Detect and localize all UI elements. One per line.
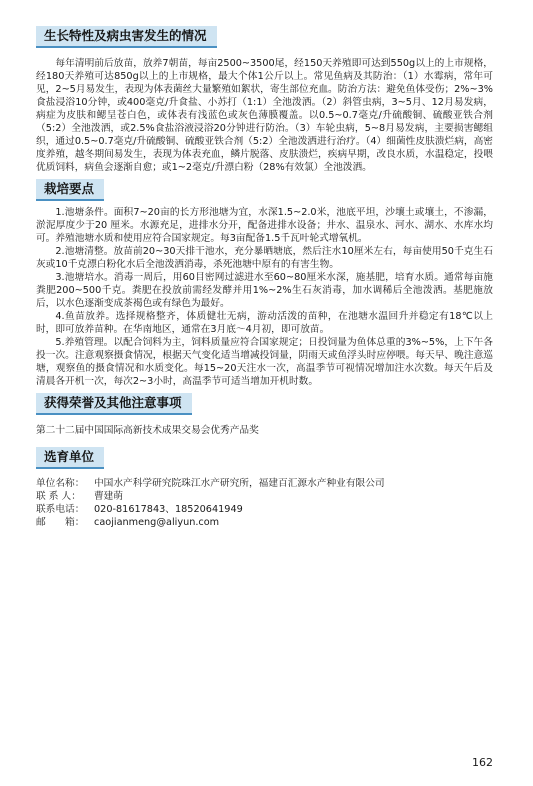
paragraph: 4.鱼苗放养。选择规格整齐，体质健壮无病，游动活泼的苗种，在池塘水温回升并稳定有18℃以上时，即可放养苗种。在华南地区，通常在3月底～4月初，即可放苗。	[36, 311, 493, 335]
paragraph: 1.池塘条件。面积7~20亩的长方形池塘为宜，水深1.5~2.0米，池底平坦，沙壤土或壤土，不渗漏，淤泥厚度少于20 厘米。水源充足，进排水分开，配备进排水设备；井水、温泉水、河水、湖水、水库水均可。养殖池塘水质和使用应符合国家规定。每3亩配备1.5千瓦叶轮式增氧机。	[36, 207, 493, 244]
unit-row-contact	[36, 490, 493, 503]
unit-label: 联 系 人：	[36, 491, 81, 502]
unit-info	[36, 477, 493, 529]
unit-value: 020-81617843、18520641949	[94, 504, 243, 515]
page-number: 162	[472, 756, 493, 769]
paragraph: 2.池塘清整。放苗前20~30天排干池水，充分暴晒塘底，然后注水10厘米左右，每亩使用50千克生石灰或10千克漂白粉化水后全池泼洒消毒，杀死池塘中原有的有害生物。	[36, 246, 493, 270]
section-body-cultivation	[36, 206, 493, 388]
unit-value: caojianmeng@aliyun.com	[94, 517, 220, 528]
section-title-honors: 获得荣誉及其他注意事项	[36, 393, 192, 415]
section-body-characteristics	[36, 57, 493, 174]
unit-value: 曹建萌	[94, 491, 124, 502]
honor-text: 第二十二届中国国际高新技术成果交易会优秀产品奖	[36, 425, 259, 436]
section-body-honors	[36, 424, 493, 437]
unit-row-name	[36, 477, 493, 490]
section-title-characteristics: 生长特性及病虫害发生的情况	[36, 26, 217, 48]
paragraph: 每年清明前后放苗，放养7朝苗，每亩2500~3500尾，经150天养殖即可达到550g以上的上市规格，经180天养殖可达850g以上的上市规格，最大个体1公斤以上。常见鱼病及其防治：（1）水霉病，常年可见，2~5月易发生，表现为体表菌丝大量繁殖如絮状，寄生部位充血。防治方法：避免鱼体受伤；2%~3%食盐浸浴10分钟，或400毫克/升食盐、小苏打（1:1）全池泼洒。（2）斜管虫病，3~5月、12月易发病，病症为皮肤和鳃呈苍白色，或体表有浅蓝色或灰色薄膜覆盖。以0.5~0.7毫克/升硫酸铜、硫酸亚铁合剂（5:2）全池泼洒，或2.5%食盐浴液浸浴20分钟进行防治。（3）车轮虫病，5~8月易发病，主要损害鳃组织，通过0.5~0.7毫克/升硫酸铜、硫酸亚铁合剂（5:2）全池泼洒进行治疗。（4）细菌性皮肤溃烂病，高密度养殖，越冬期间易发生，表现为体表充血，鳞片脱落、皮肤溃烂，疾病早期，改良水质，水温稳定，投喂优质饲料，病鱼会逐渐自愈；或1~2毫克/升漂白粉（28%有效氯）全池泼洒。	[36, 58, 493, 173]
unit-label: 单位名称：	[36, 478, 85, 489]
paragraph: 5.养殖管理。以配合饲料为主，饲料质量应符合国家规定；日投饲量为鱼体总重的3%~5%，上下午各投一次。注意观察摄食情况，根据天气变化适当增减投饲量，阴雨天或鱼浮头时应停喂。每天早、晚注意巡塘，观察鱼的摄食情况和水质变化。每15~20天注水一次，高温季节可视情况增加注水次数。每天午后及清晨各开机一次，每次2~3小时，高温季节可适当增加开机时数。	[36, 337, 493, 387]
paragraph: 3.池塘培水。消毒一周后，用60目密网过滤进水至60~80厘米水深，施基肥，培育水质。通常每亩施粪肥200~500千克。粪肥在投放前需经发酵并用1%~2%生石灰消毒，加水调稀后全池泼洒。基肥施放后，以水色逐渐变成茶褐色或有绿色为最好。	[36, 272, 493, 309]
unit-label: 联系电话：	[36, 504, 85, 515]
unit-row-phone	[36, 503, 493, 516]
unit-label: 邮 箱：	[36, 517, 85, 528]
section-title-unit: 选育单位	[36, 447, 104, 469]
section-title-cultivation: 栽培要点	[36, 179, 104, 201]
unit-value: 中国水产科学研究院珠江水产研究所，福建百汇源水产种业有限公司	[94, 478, 385, 489]
unit-row-email	[36, 516, 493, 529]
